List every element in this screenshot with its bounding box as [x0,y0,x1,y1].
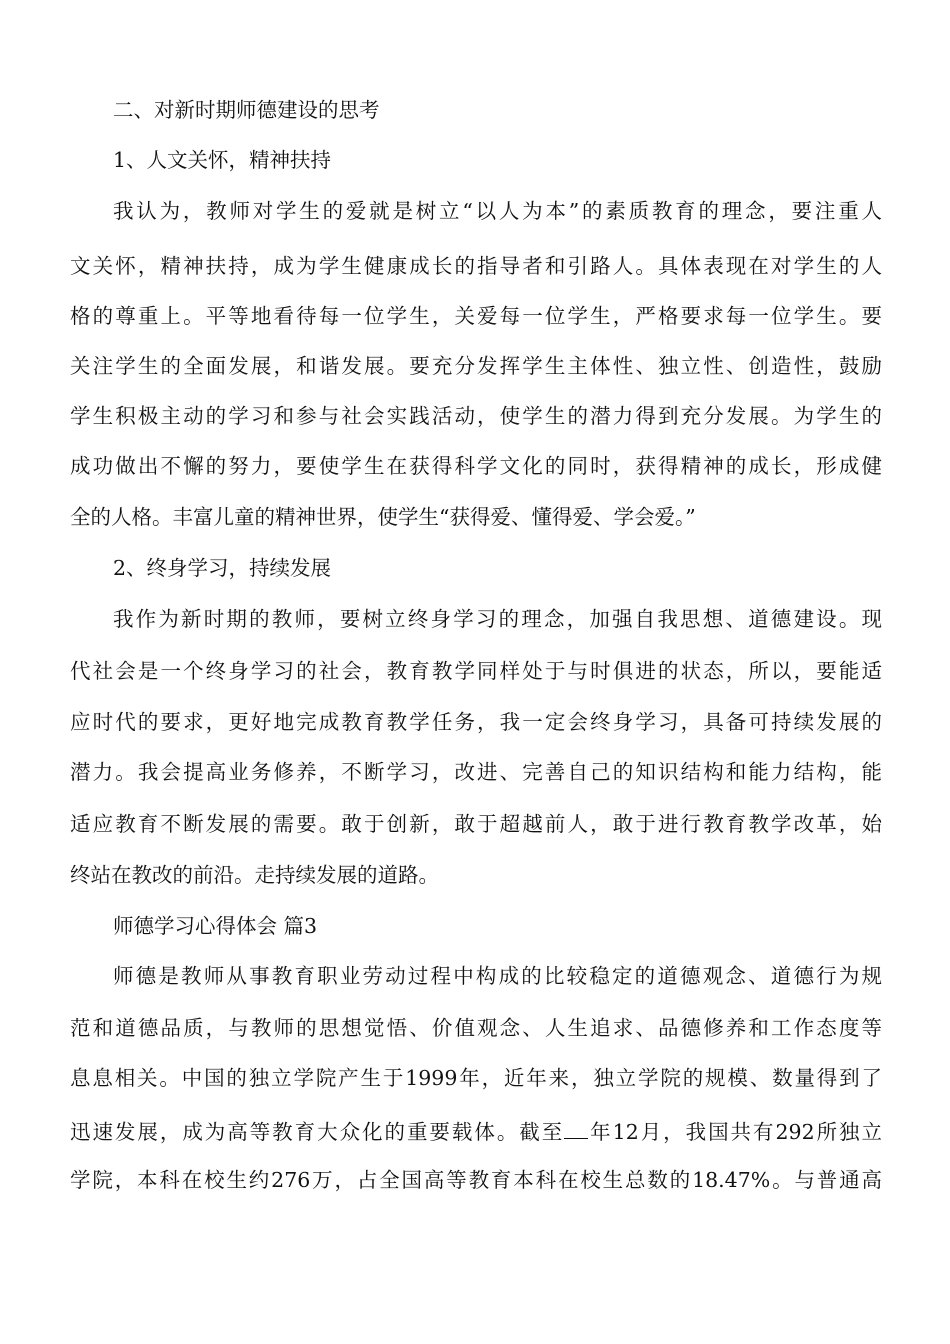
paragraph-line: 我认为，教师对学生的爱就是树立“以人为本”的素质教育的理念，要注重人 [113,199,882,223]
paragraph-line: 学院，本科在校生约276万，占全国高等教育本科在校生总数的18.47%。与普通高 [70,1168,882,1192]
line-text-before-blank: 迅速发展，成为高等教育大众化的重要载体。截至 [70,1120,565,1144]
paragraph-line: 应时代的要求，更好地完成教育教学任务，我一定会终身学习，具备可持续发展的 [70,710,882,734]
paragraph-line [70,1120,882,1143]
paragraph-line: 适应教育不断发展的需要。敢于创新，敢于超越前人，敢于进行教育教学改革，始 [70,812,882,836]
paragraph-line: 成功做出不懈的努力，要使学生在获得科学文化的同时，获得精神的成长，形成健 [70,454,882,478]
paragraph-line: 范和道德品质，与教师的思想觉悟、价值观念、人生追求、品德修养和工作态度等 [70,1016,882,1040]
article-title: 师德学习心得体会 篇3 [113,914,318,938]
paragraph-line: 代社会是一个终身学习的社会，教育教学同样处于与时俱进的状态，所以，要能适 [70,659,882,683]
paragraph-line: 关注学生的全面发展，和谐发展。要充分发挥学生主体性、独立性、创造性，鼓励 [70,354,882,378]
paragraph-line: 息息相关。中国的独立学院产生于1999年，近年来，独立学院的规模、数量得到了 [70,1066,882,1090]
paragraph-line: 师德是教师从事教育职业劳动过程中构成的比较稳定的道德观念、道德行为规 [113,964,882,988]
paragraph-line: 格的尊重上。平等地看待每一位学生，关爱每一位学生，严格要求每一位学生。要 [70,304,882,328]
paragraph-line: 终站在教改的前沿。走持续发展的道路。 [70,863,439,887]
fill-in-blank [564,1120,588,1139]
paragraph-line: 我作为新时期的教师，要树立终身学习的理念，加强自我思想、道德建设。现 [113,607,882,631]
paragraph-line: 文关怀，精神扶持，成为学生健康成长的指导者和引路人。具体表现在对学生的人 [70,254,882,278]
paragraph-line: 全的人格。丰富儿童的精神世界，使学生“获得爱、懂得爱、学会爱。” [70,505,696,529]
section-heading: 二、对新时期师德建设的思考 [113,98,380,122]
paragraph-line: 学生积极主动的学习和参与社会实践活动，使学生的潜力得到充分发展。为学生的 [70,404,882,428]
subheading-humanistic-care: 1、人文关怀，精神扶持 [113,148,332,172]
line-text-after-blank: 年12月，我国共有292所独立 [588,1120,883,1144]
subheading-lifelong-learning: 2、终身学习，持续发展 [113,556,332,580]
paragraph-line: 潜力。我会提高业务修养，不断学习，改进、完善自己的知识结构和能力结构，能 [70,760,882,784]
